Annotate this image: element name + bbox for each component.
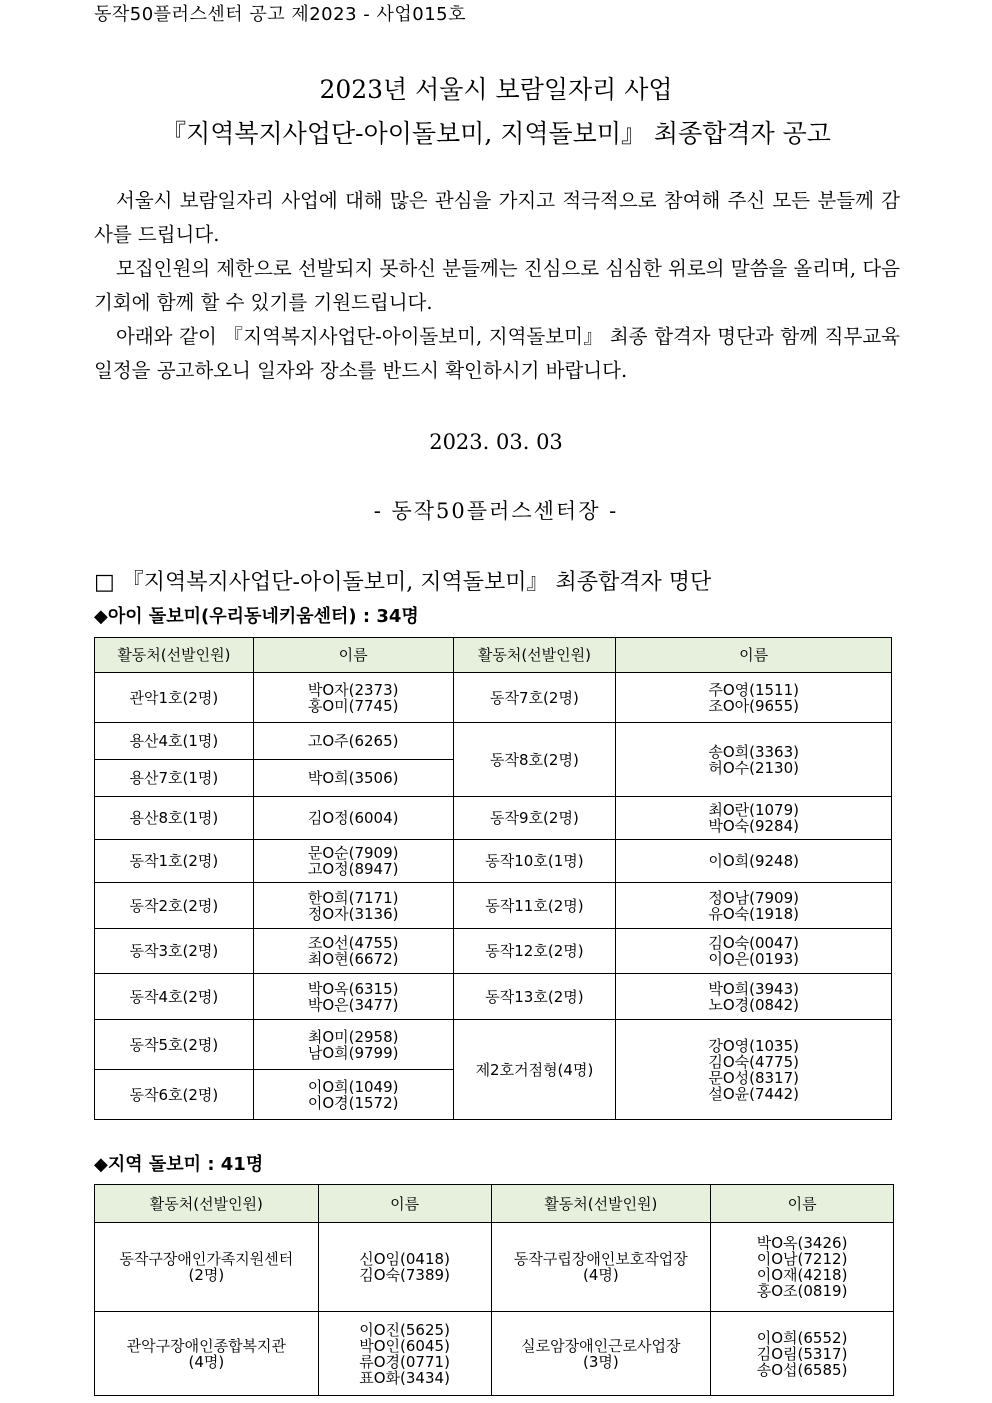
applicant-name: 정O자(3136) (307, 904, 399, 923)
site-cell: 동작9호(2명) (453, 797, 616, 840)
site-cell: 동작2호(2명) (95, 883, 254, 929)
column-header: 이름 (711, 1185, 894, 1223)
applicant-name: 강O영(1035) (708, 1036, 799, 1055)
applicant-name: 이O재(4218) (756, 1266, 848, 1284)
table-row (95, 797, 892, 840)
site-cell: 동작1호(2명) (95, 840, 254, 883)
column-header: 활동처(선발인원) (491, 1185, 711, 1223)
table-header-row (95, 1185, 894, 1223)
site-cell (95, 1223, 319, 1312)
names-cell (616, 1020, 892, 1120)
names-cell (616, 723, 892, 797)
column-header: 이름 (616, 638, 892, 673)
applicant-name: 박O인(6045) (359, 1336, 450, 1355)
applicant-name: 이O희(6552) (756, 1328, 848, 1347)
column-header: 활동처(선발인원) (95, 1185, 319, 1223)
site-cell: 제2호거점형(4명) (453, 1020, 616, 1120)
names-cell (253, 723, 453, 760)
applicant-name: 박O희(3506) (307, 769, 399, 787)
names-cell (616, 797, 892, 840)
applicant-name: 한O희(7171) (307, 888, 399, 907)
site-cell (491, 1223, 711, 1312)
site-cell: 동작11호(2명) (453, 883, 616, 929)
table-row (95, 673, 892, 723)
applicant-name: 김O숙(0047) (708, 934, 799, 952)
region-care-heading: ◆지역 돌보미 : 41명 (94, 1154, 264, 1175)
paragraph-announcement: 아래와 같이 『지역복지사업단-아이돌보미, 지역돌보미』 최종 합격자 명단과 함께 직무교육 일정을 공고하오니 일자와 장소를 반드시 확인하시기 바랍니다. (94, 325, 900, 382)
table-row (95, 883, 892, 929)
site-cell: 동작3호(2명) (95, 929, 254, 974)
applicant-name: 이O남(7212) (756, 1250, 848, 1268)
paragraph-thanks: 서울시 보람일자리 사업에 대해 많은 관심을 가지고 적극적으로 참여해 주신 모든 분들께 감사를 드립니다. (94, 189, 900, 246)
site-cell: 용산4호(1명) (95, 723, 254, 760)
applicant-name: 박O숙(9284) (708, 817, 799, 835)
applicant-name: 김O정(6004) (307, 809, 399, 827)
names-cell (318, 1223, 491, 1312)
list-heading: □ 『지역복지사업단-아이돌보미, 지역돌보미』 최종합격자 명단 (94, 570, 712, 595)
site-cell: 용산8호(1명) (95, 797, 254, 840)
table-row (95, 723, 892, 760)
page-title: 2023년 서울시 보람일자리 사업 (319, 75, 673, 104)
site-name: 동작구립장애인보호작업장 (513, 1250, 688, 1268)
site-cell (491, 1312, 711, 1396)
child-care-heading: ◆아이 돌보미(우리동네키움센터) : 34명 (94, 606, 419, 627)
applicant-name: 설O윤(7442) (708, 1084, 799, 1103)
names-cell (711, 1312, 894, 1396)
names-cell (616, 974, 892, 1020)
applicant-name: 박O희(3943) (708, 979, 799, 998)
site-cell: 동작6호(2명) (95, 1070, 254, 1120)
applicant-name: 김O림(5317) (756, 1344, 848, 1363)
table-row (95, 929, 892, 974)
site-cell: 동작10호(1명) (453, 840, 616, 883)
column-header: 활동처(선발인원) (453, 638, 616, 673)
applicant-name: 최O란(1079) (708, 801, 799, 819)
applicant-name: 고O주(6265) (307, 732, 399, 750)
page-subtitle: 『지역복지사업단-아이돌보미, 지역돌보미』 최종합격자 공고 (161, 119, 831, 148)
names-cell (616, 840, 892, 883)
applicant-name: 홍O미(7745) (307, 696, 399, 715)
names-cell (253, 974, 453, 1020)
table-row (95, 1020, 892, 1070)
applicant-name: 조O아(9655) (708, 696, 799, 715)
applicant-name: 류O경(0771) (359, 1352, 450, 1371)
site-cell (95, 1312, 319, 1396)
site-count: (2명) (188, 1266, 225, 1284)
applicant-name: 박O자(2373) (307, 680, 399, 699)
site-cell: 동작4호(2명) (95, 974, 254, 1020)
applicant-name: 문O성(8317) (708, 1068, 799, 1087)
notice-date: 2023. 03. 03 (429, 430, 563, 454)
site-count: (4명) (582, 1266, 619, 1284)
region-care-table (94, 1184, 894, 1396)
applicant-name: 송O희(3363) (708, 742, 799, 761)
applicant-name: 유O숙(1918) (708, 904, 799, 923)
names-cell (318, 1312, 491, 1396)
column-header: 활동처(선발인원) (95, 638, 254, 673)
names-cell (253, 797, 453, 840)
applicant-name: 이O경(1572) (307, 1093, 399, 1112)
applicant-name: 이O진(5625) (359, 1320, 450, 1339)
applicant-name: 문O순(7909) (307, 844, 399, 862)
applicant-name: 고O정(8947) (307, 860, 399, 878)
site-name: 관악구장애인종합복지관 (126, 1336, 287, 1355)
site-cell: 용산7호(1명) (95, 760, 254, 797)
site-cell: 동작7호(2명) (453, 673, 616, 723)
names-cell (253, 1070, 453, 1120)
table-row (95, 974, 892, 1020)
names-cell (253, 760, 453, 797)
names-cell (616, 883, 892, 929)
table-header-row (95, 638, 892, 673)
table-row (95, 1312, 894, 1396)
applicant-name: 박O옥(3426) (756, 1234, 848, 1252)
site-cell: 동작8호(2명) (453, 723, 616, 797)
names-cell (253, 840, 453, 883)
applicant-name: 홍O조(0819) (756, 1282, 848, 1300)
site-cell: 관악1호(2명) (95, 673, 254, 723)
applicant-name: 이O은(0193) (708, 950, 799, 968)
column-header: 이름 (253, 638, 453, 673)
signer: - 동작50플러스센터장 - (373, 499, 619, 523)
applicant-name: 조O선(4755) (307, 934, 399, 952)
applicant-name: 허O수(2130) (708, 758, 799, 777)
names-cell (711, 1223, 894, 1312)
names-cell (616, 929, 892, 974)
child-care-table (94, 637, 892, 1120)
names-cell (253, 673, 453, 723)
notice-number: 동작50플러스센터 공고 제2023 - 사업015호 (94, 4, 466, 25)
names-cell (253, 1020, 453, 1070)
applicant-name: 이O희(9248) (708, 852, 799, 870)
applicant-name: 최O현(6672) (307, 950, 399, 968)
applicant-name: 남O희(9799) (307, 1043, 399, 1062)
applicant-name: 김O숙(4775) (708, 1052, 799, 1071)
column-header: 이름 (318, 1185, 491, 1223)
paragraph-consolation: 모집인원의 제한으로 선발되지 못하신 분들께는 진심으로 심심한 위로의 말씀을 올리며, 다음 기회에 함께 할 수 있기를 기원드립니다. (94, 257, 900, 314)
site-count: (4명) (188, 1352, 225, 1371)
applicant-name: 주O영(1511) (708, 680, 799, 699)
applicant-name: 정O남(7909) (708, 888, 799, 907)
names-cell (253, 929, 453, 974)
table-row (95, 840, 892, 883)
applicant-name: 이O희(1049) (307, 1077, 399, 1096)
applicant-name: 박O은(3477) (307, 995, 399, 1014)
site-cell: 동작5호(2명) (95, 1020, 254, 1070)
names-cell (616, 673, 892, 723)
site-count: (3명) (582, 1352, 619, 1371)
applicant-name: 최O미(2958) (307, 1027, 399, 1046)
applicant-name: 박O옥(6315) (307, 979, 399, 998)
applicant-name: 노O경(0842) (708, 995, 799, 1014)
site-name: 실로암장애인근로사업장 (521, 1336, 681, 1355)
applicant-name: 신O임(0418) (359, 1250, 450, 1268)
applicant-name: 표O화(3434) (359, 1368, 450, 1387)
site-name: 동작구장애인가족지원센터 (119, 1250, 294, 1268)
site-cell: 동작12호(2명) (453, 929, 616, 974)
site-cell: 동작13호(2명) (453, 974, 616, 1020)
applicant-name: 송O섭(6585) (756, 1360, 848, 1379)
table-row (95, 1223, 894, 1312)
applicant-name: 김O숙(7389) (359, 1266, 450, 1284)
names-cell (253, 883, 453, 929)
